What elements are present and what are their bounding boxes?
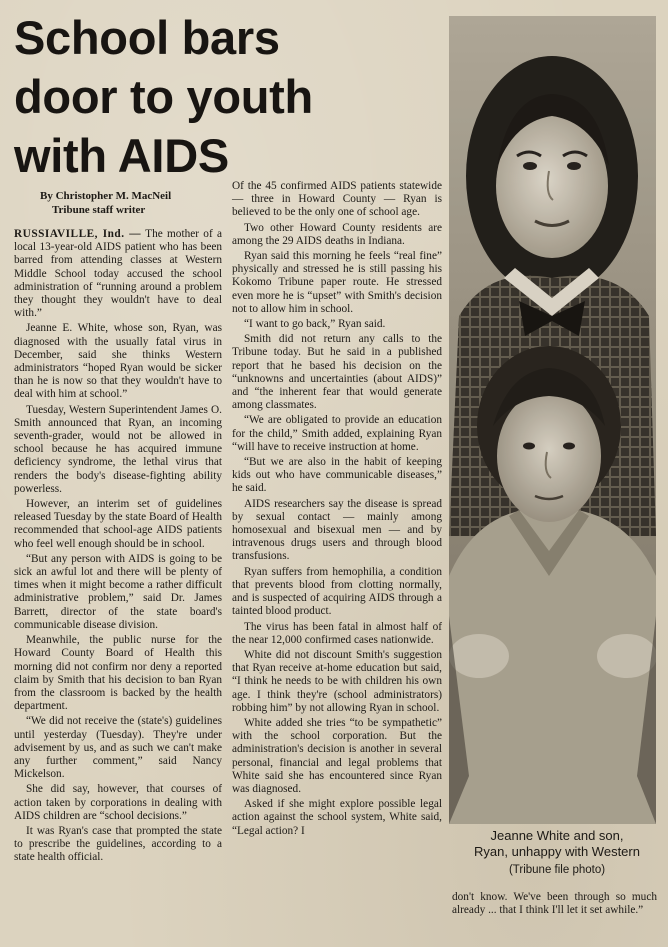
photo-credit: (Tribune file photo)	[508, 864, 606, 876]
byline-title: Tribune staff writer	[52, 204, 146, 216]
article-column-3	[452, 891, 657, 919]
paragraph: White added she tries “to be sympathetic” with the school corporation. But the administration's decision is another in several personal, financial and legal problems that White said she has encountered since Ryan was diagnosed.	[232, 716, 442, 795]
paragraph: “But any person with AIDS is going to be sick an awful lot and there will be plenty of times when it might become a rather difficult administrative problem,” said Dr. James Barrett, director of the state board's communicable disease division.	[14, 552, 222, 631]
paragraph: Ryan suffers from hemophilia, a condition that prevents blood from clotting normally, and is suspected of acquiring AIDS through a tainted blood product.	[232, 565, 442, 618]
paragraph: Ryan said this morning he feels “real fine” physically and stressed he is still passing his Kokomo Tribune paper route. He stressed even more he is “upset” with Smith's decision not to allow him in school.	[232, 250, 442, 315]
paragraph: “We did not receive the (state's) guidelines until yesterday (Tuesday). They're under advisement by us, and as such we can't make any further comment,” said Nancy Mickelson.	[14, 715, 222, 781]
photo-jeanne-and-ryan-white	[449, 16, 656, 824]
paragraph: Tuesday, Western Superintendent James O. Smith announced that Ryan, an incoming seventh-grader, would not be allowed in school because he has acquired immune deficiency syndrome, the lethal virus that renders the body's disease-fighting ability powerless.	[14, 403, 222, 495]
paragraph: She did say, however, that courses of action taken by corporations in dealing with AIDS children are “school decisions.”	[14, 783, 222, 822]
photo-caption	[452, 828, 662, 878]
headline-line-1: School bars	[14, 11, 280, 64]
paragraph: “I want to go back,” Ryan said.	[244, 318, 386, 331]
paragraph: Two other Howard County residents are among the 29 AIDS deaths in Indiana.	[232, 221, 442, 247]
paragraph: Jeanne E. White, whose son, Ryan, was diagnosed with the usually fatal virus in December, said she thinks Western administrators “hoped Ryan would be sicker than he is now so that they wouldn't have to deal with him at school.”	[14, 322, 222, 401]
headline	[14, 8, 444, 185]
paragraph: Asked if she might explore possible legal action against the school system, White said, “Legal action? I	[232, 798, 442, 837]
paragraph: Smith did not return any calls to the Tribune today. But he said in a published report that he based his decision on the “unknowns and uncertainties (about AIDS)” and “the inherent fear that would generate among classmates.	[232, 333, 442, 412]
paragraph: Of the 45 confirmed AIDS patients statewide — three in Howard County — Ryan is believed to be the only one of school age.	[232, 180, 442, 219]
byline	[40, 189, 220, 217]
byline-author: By Christopher M. MacNeil	[40, 190, 172, 202]
photo-illustration	[449, 16, 656, 824]
article-column-2	[232, 180, 442, 840]
headline-line-3: with AIDS	[14, 129, 229, 182]
paragraph: AIDS researchers say the disease is spread by sexual contact — mainly among homosexual and bisexual men — and by intravenous drugs users and through blood transfusions.	[232, 497, 442, 563]
paragraph	[14, 228, 222, 320]
paragraph: White did not discount Smith's suggestion that Ryan receive at-home education but said, “I think he needs to be with children his own age. I think they're (school administrators) robbing him” by not allowing Ryan in school.	[232, 648, 442, 714]
headline-line-2: door to youth	[14, 70, 313, 123]
paragraph: “But we are also in the habit of keeping kids out who have communicable diseases,” he said.	[232, 456, 442, 495]
paragraph: However, an interim set of guidelines released Tuesday by the state Board of Health recommended that school-age AIDS patients who feel well enough should be in school.	[14, 498, 222, 550]
paragraph: It was Ryan's case that prompted the state to prescribe the guidelines, according to a state health official.	[14, 824, 222, 864]
dateline: RUSSIAVILLE, Ind. —	[14, 228, 142, 240]
caption-line-2: Ryan, unhappy with Western	[474, 844, 640, 859]
caption-line-1: Jeanne White and son,	[490, 828, 624, 843]
lead-text: The mother of a local 13-year-old AIDS patient who has been barred from attending classes at Western Middle School today accused the school administration of “running around a problem they thought they wouldn't have to deal with.”	[14, 228, 222, 320]
paragraph: don't know. We've been through so much already ... that I think I'll let it set awhile.”	[452, 891, 657, 917]
paragraph: Meanwhile, the public nurse for the Howard County Board of Health this morning did not confirm nor deny a reported claim by Smith that his decision to ban Ryan from the classroom is backed by the health department.	[14, 634, 222, 713]
article-column-1	[14, 228, 222, 867]
paragraph: “We are obligated to provide an education for the child,” Smith added, explaining Ryan “will have to receive instruction at home.	[232, 414, 442, 453]
paragraph: The virus has been fatal in almost half of the near 12,000 confirmed cases nationwide.	[232, 620, 442, 646]
